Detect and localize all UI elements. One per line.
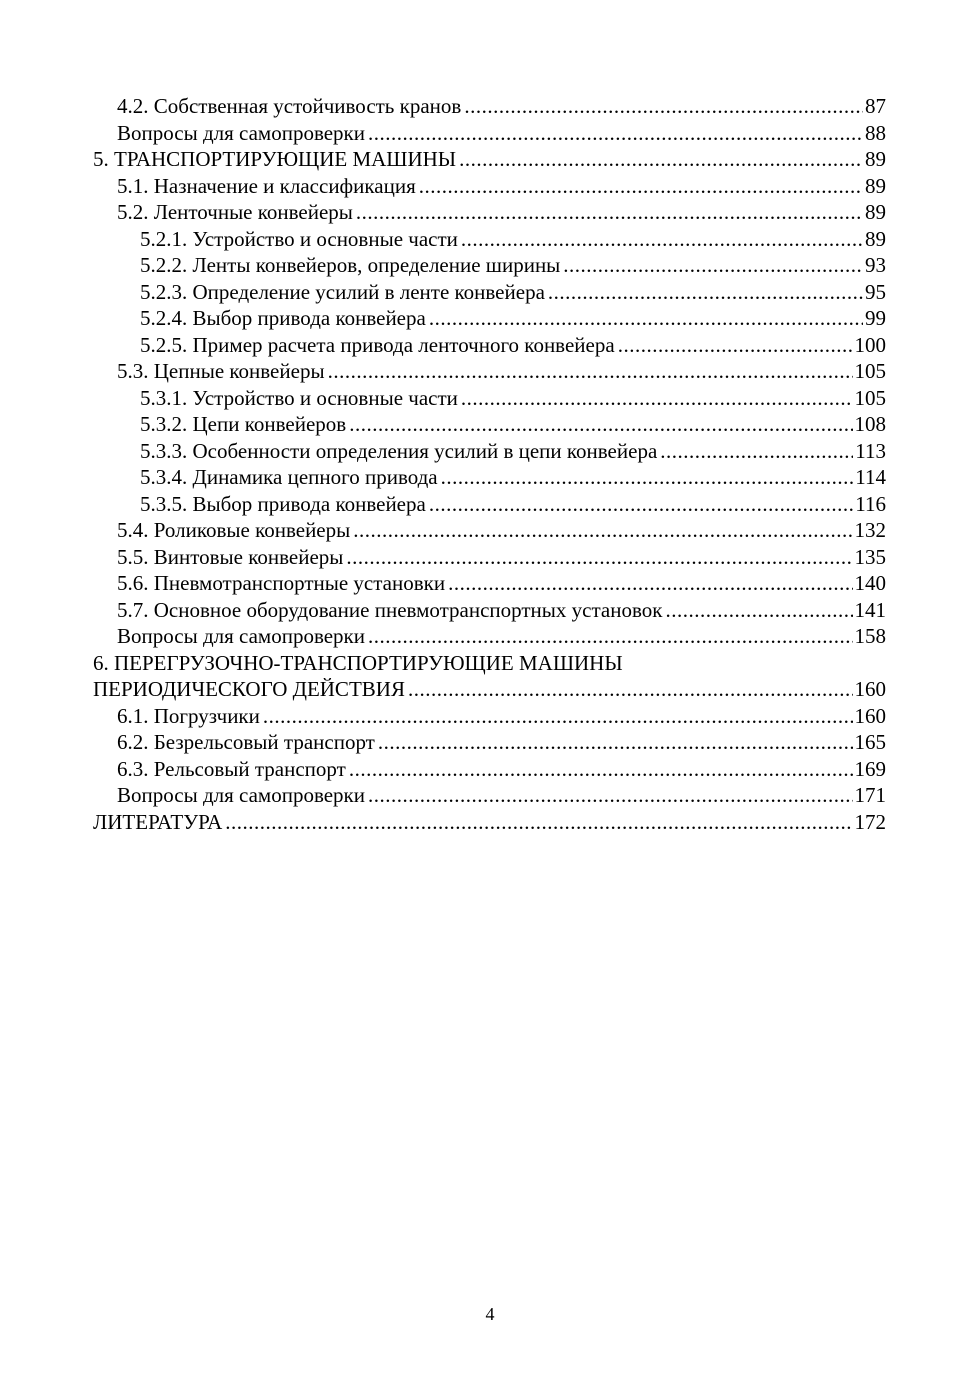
toc-dot-leader [346,544,852,571]
toc-entry-title: 5.2.3. Определение усилий в ленте конвейера [140,279,545,304]
toc-dot-leader [464,93,863,120]
toc-entry-title: Вопросы для самопроверки [117,120,366,145]
toc-entry-page: 100 [854,332,886,357]
toc-entry [93,226,886,253]
toc-entry-title: 5.2. Ленточные конвейеры [117,200,353,224]
toc-entry [93,809,886,836]
toc-dot-leader [448,570,852,597]
table-of-contents [93,93,886,835]
toc-entry-page: 116 [855,491,886,516]
toc-entry [93,199,886,226]
toc-entry [93,411,886,438]
toc-entry-page: 88 [865,120,886,145]
toc-entry [93,464,886,491]
toc-entry-page: 172 [854,809,886,834]
toc-entry-page: 99 [865,306,886,330]
toc-dot-leader [378,729,853,756]
toc-entry-title: 5.3.3. Особенности определения усилий в цепи конвейера [140,438,658,463]
toc-entry-page: 171 [854,783,886,807]
toc-entry [93,544,886,571]
toc-dot-leader [548,279,863,306]
toc-entry-page: 108 [854,412,886,436]
toc-entry-page: 114 [855,465,886,489]
toc-entry-page: 141 [854,597,886,622]
toc-entry-title: 5.7. Основное оборудование пневмотранспортных установок [117,597,663,622]
toc-dot-leader [225,809,852,836]
toc-entry-title: 5.2.2. Ленты конвейеров, определение ширины [140,253,561,277]
toc-entry-title: 6.1. Погрузчики [117,703,260,728]
toc-entry-title: 5.2.1. Устройство и основные части [140,226,458,251]
toc-entry [93,756,886,783]
toc-dot-leader [328,358,853,385]
toc-entry-title: ПЕРИОДИЧЕСКОГО ДЕЙСТВИЯ [93,677,405,701]
toc-dot-leader [660,438,853,465]
toc-entry-title: 6.3. Рельсовый транспорт [117,756,346,781]
toc-dot-leader [349,411,852,438]
toc-entry [93,623,886,650]
toc-entry-page: 89 [865,173,886,198]
toc-entry-title: 5.5. Винтовые конвейеры [117,544,344,569]
toc-dot-leader [429,491,853,518]
toc-dot-leader [353,517,852,544]
toc-entry [93,279,886,306]
toc-dot-leader [356,199,863,226]
toc-entry [93,358,886,385]
toc-entry-page: 169 [854,756,886,781]
toc-entry [93,252,886,279]
toc-dot-leader [665,597,852,624]
page-number: 4 [485,1304,495,1324]
toc-dot-leader [429,305,863,332]
toc-entry [93,517,886,544]
toc-entry-title: 5.6. Пневмотранспортные установки [117,571,446,595]
toc-dot-leader [368,623,852,650]
toc-entry-page: 95 [865,279,886,304]
toc-entry-page: 87 [865,94,886,118]
toc-entry [93,597,886,624]
toc-entry [93,650,886,677]
toc-entry-title: 4.2. Собственная устойчивость кранов [117,94,462,118]
toc-dot-leader [368,120,863,147]
toc-entry-title: 5.3.1. Устройство и основные части [140,385,458,410]
toc-entry-page: 160 [854,677,886,701]
toc-entry-page: 135 [854,544,886,569]
toc-entry-title: 5.3.4. Динамика цепного привода [140,465,438,489]
toc-entry-title: 5.4. Роликовые конвейеры [117,518,351,542]
toc-entry-page: 89 [865,226,886,251]
toc-entry-title: 6. ПЕРЕГРУЗОЧНО-ТРАНСПОРТИРУЮЩИЕ МАШИНЫ [93,650,623,675]
toc-entry-page: 165 [854,730,886,754]
toc-dot-leader [461,226,863,253]
toc-dot-leader [441,464,854,491]
toc-dot-leader [419,173,863,200]
toc-entry [93,676,886,703]
toc-dot-leader [349,756,853,783]
toc-entry-title: 5.3.5. Выбор привода конвейера [140,491,426,516]
toc-entry-title: 5.2.4. Выбор привода конвейера [140,306,426,330]
toc-entry-page: 105 [854,359,886,383]
toc-dot-leader [368,782,852,809]
toc-dot-leader [459,146,863,173]
toc-entry-title: 5. ТРАНСПОРТИРУЮЩИЕ МАШИНЫ [93,147,457,171]
toc-entry-title: ЛИТЕРАТУРА [93,809,223,834]
toc-entry [93,703,886,730]
toc-dot-leader [563,252,863,279]
toc-entry-title: Вопросы для самопроверки [117,624,366,648]
toc-dot-leader [263,703,853,730]
toc-entry [93,570,886,597]
toc-entry-page: 93 [865,253,886,277]
toc-entry [93,438,886,465]
toc-entry-page: 89 [865,200,886,224]
toc-entry-title: 5.1. Назначение и классификация [117,173,416,198]
toc-entry-title: 5.2.5. Пример расчета привода ленточного конвейера [140,332,615,357]
toc-entry-title: 5.3.2. Цепи конвейеров [140,412,347,436]
toc-entry [93,93,886,120]
toc-entry-title: 6.2. Безрельсовый транспорт [117,730,375,754]
toc-entry [93,782,886,809]
toc-entry [93,729,886,756]
toc-dot-leader [618,332,853,359]
toc-entry-page: 105 [854,385,886,410]
toc-entry-page: 132 [854,518,886,542]
toc-dot-leader [461,385,853,412]
toc-entry-title: 5.3. Цепные конвейеры [117,359,325,383]
toc-dot-leader [408,676,853,703]
toc-entry [93,332,886,359]
toc-entry [93,120,886,147]
toc-entry-page: 158 [854,624,886,648]
toc-entry-page: 89 [865,147,886,171]
toc-entry-title: Вопросы для самопроверки [117,783,366,807]
toc-entry [93,305,886,332]
toc-entry [93,146,886,173]
toc-entry [93,173,886,200]
toc-entry-page: 113 [855,438,886,463]
toc-entry [93,385,886,412]
toc-entry [93,491,886,518]
toc-entry-page: 160 [854,703,886,728]
toc-entry-page: 140 [854,571,886,595]
